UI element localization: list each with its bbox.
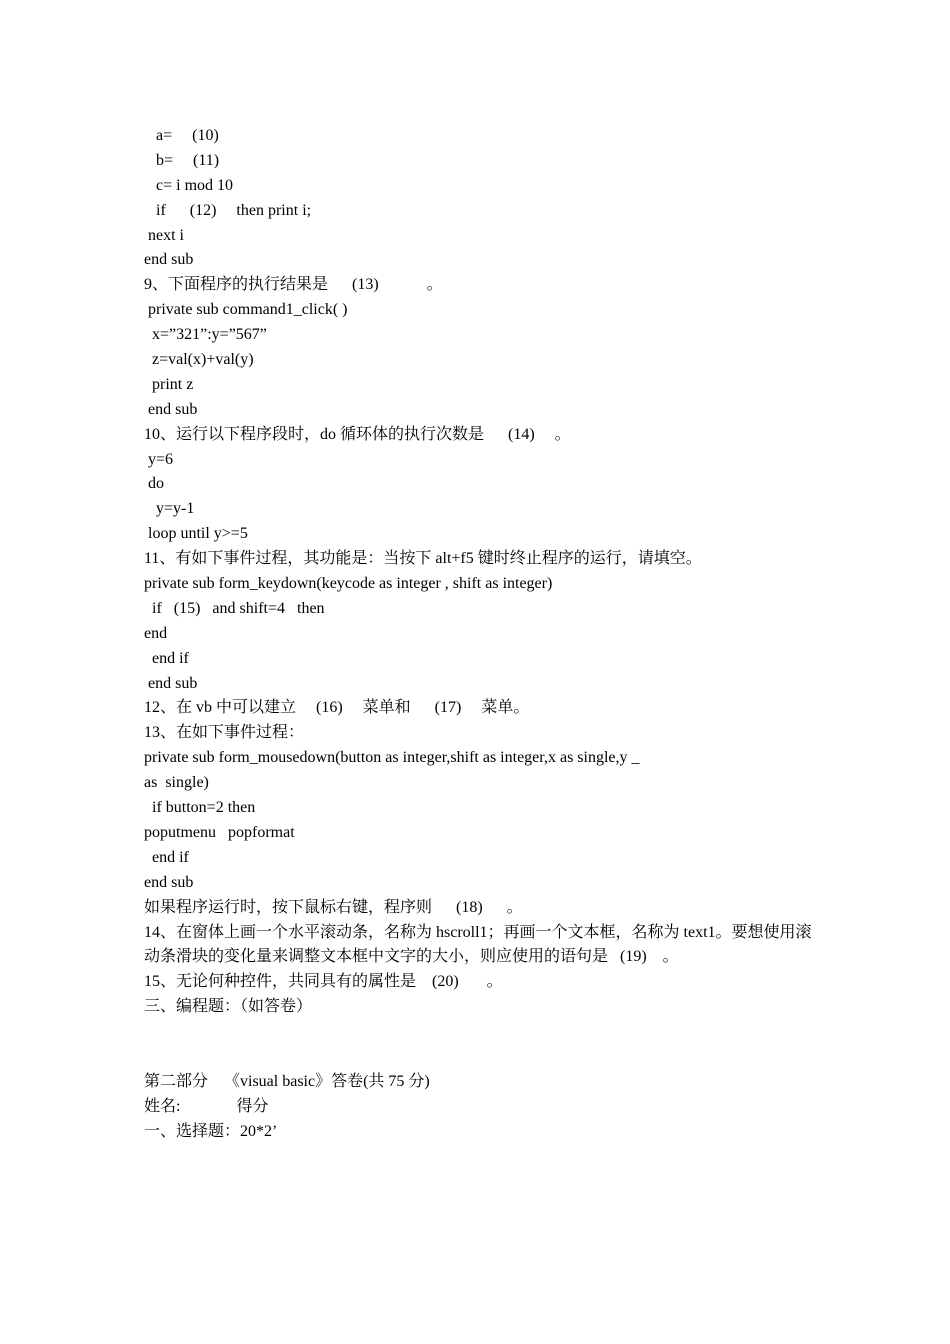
text-line: 11、有如下事件过程，其功能是：当按下 alt+f5 键时终止程序的运行，请填空。	[144, 550, 702, 568]
answer-sheet-line: 第二部分 《visual basic》答卷(共 75 分)	[144, 1072, 430, 1090]
text-line: end sub	[144, 674, 198, 692]
text-line: 12、在 vb 中可以建立 (16) 菜单和 (17) 菜单。	[144, 699, 530, 717]
text-line: do	[144, 475, 164, 493]
text-line: 9、下面程序的执行结果是 (13) 。	[144, 276, 443, 294]
text-line: x=”321”:y=”567”	[144, 326, 267, 344]
text-line: end sub	[144, 400, 198, 418]
text-line: end if	[144, 649, 189, 667]
text-line: y=6	[144, 450, 174, 468]
text-line: 三、编程题：（如答卷）	[144, 998, 313, 1016]
text-line: a= (10)	[144, 127, 219, 144]
text-line: b= (11)	[144, 151, 220, 169]
text-line: 13、在如下事件过程：	[144, 724, 305, 742]
text-line: if (12) then print i;	[144, 201, 312, 219]
text-line: end sub	[144, 251, 194, 269]
text-line: if button=2 then	[144, 799, 256, 817]
text-line: private sub command1_click( )	[144, 301, 348, 319]
text-line: 动条滑块的变化量来调整文本框中文字的大小，则应使用的语句是 (19) 。	[144, 948, 679, 966]
text-line: 如果程序运行时，按下鼠标右键，程序则 (18) 。	[144, 898, 523, 916]
text-line: end if	[144, 848, 189, 866]
answer-sheet-header	[144, 1070, 824, 1145]
text-line: 14、在窗体上画一个水平滚动条，名称为 hscroll1；再画一个文本框，名称为 text1。要想使用滚	[144, 923, 812, 941]
document-body	[144, 124, 824, 1145]
answer-sheet-line: 姓名: 得分	[144, 1097, 269, 1115]
text-line: end	[144, 624, 168, 642]
text-line: print z	[144, 375, 194, 393]
text-line: 10、运行以下程序段时，do 循环体的执行次数是 (14) 。	[144, 425, 571, 443]
text-line: if (15) and shift=4 then	[144, 599, 325, 617]
exam-questions-section	[144, 124, 824, 1020]
text-line: 15、无论何种控件，共同具有的属性是 (20) 。	[144, 973, 503, 991]
text-line: loop until y>=5	[144, 525, 248, 543]
text-line: next i	[144, 226, 184, 244]
text-line: c= i mod 10	[144, 176, 234, 194]
section-gap	[144, 1020, 824, 1070]
text-line: private sub form_keydown(keycode as integer , shift as integer)	[144, 575, 553, 593]
text-line: end sub	[144, 873, 194, 891]
answer-sheet-line: 一、选择题：20*2’	[144, 1122, 278, 1140]
text-line: poputmenu popformat	[144, 823, 295, 841]
text-line: z=val(x)+val(y)	[144, 351, 254, 369]
text-line: as single)	[144, 774, 209, 792]
text-line: private sub form_mousedown(button as integer,shift as integer,x as single,y _	[144, 749, 640, 767]
text-line: y=y-1	[144, 500, 195, 518]
